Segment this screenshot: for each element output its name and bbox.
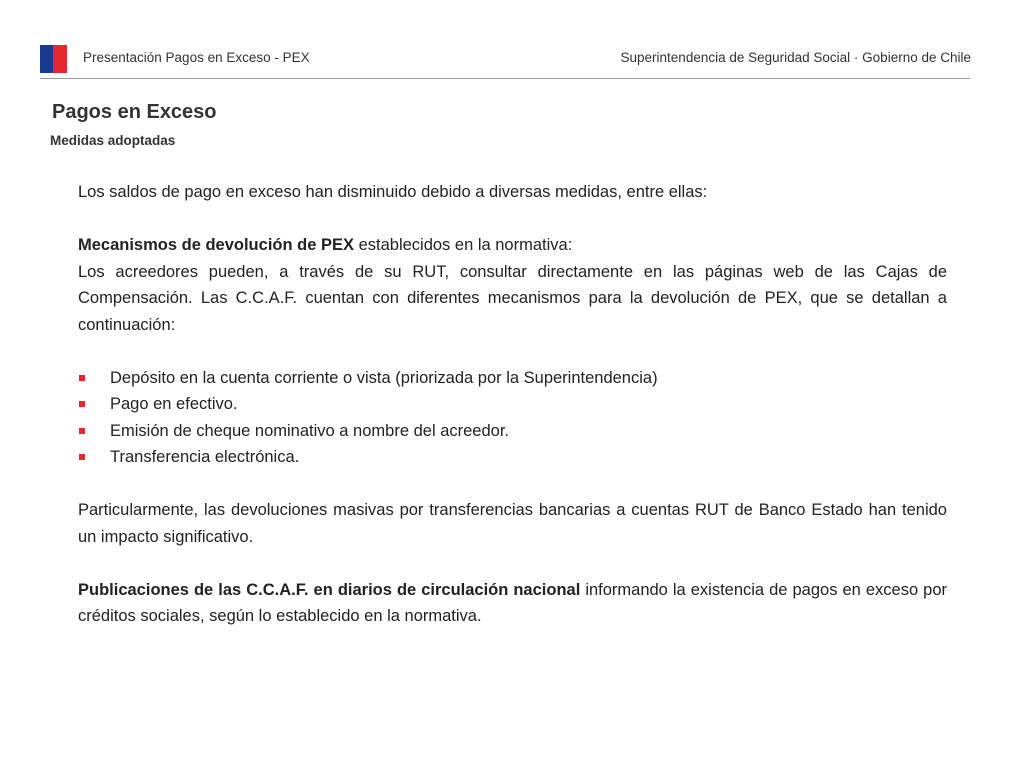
bullet-square-icon [79, 428, 85, 434]
header-divider [40, 78, 970, 79]
intro-paragraph: Los saldos de pago en exceso han disminuido debido a diversas medidas, entre ellas: [78, 183, 708, 201]
organization-name: Superintendencia de Seguridad Social · Gobierno de Chile [620, 50, 971, 65]
section1-bold: Mecanismos de devolución de PEX [78, 236, 354, 254]
slide-subtitle: Medidas adoptadas [50, 133, 176, 148]
section2-rest: informando la existencia de pagos en exceso por créditos sociales, según lo establecido en la normativa. [78, 580, 947, 625]
presentation-title: Presentación Pagos en Exceso - PEX [83, 50, 310, 65]
section2-bold: Publicaciones de las C.C.A.F. en diarios de circulación nacional [78, 580, 581, 599]
flag-red-stripe [53, 45, 67, 73]
mechanisms-list [78, 365, 947, 471]
list-item [78, 391, 947, 418]
section1-body: Los acreedores pueden, a través de su RUT, consultar directamente en las páginas web de las Cajas de Compensación. Las C.C.A.F. cuentan con diferentes mecanismos para la devolución de PEX, que se detallan a continuación: [78, 262, 947, 334]
bullet-square-icon [79, 454, 85, 460]
slide-content [78, 179, 947, 630]
section1-rest: establecidos en la normativa: [354, 236, 573, 254]
slide-title: Pagos en Exceso [52, 101, 217, 123]
bullet-square-icon [79, 375, 85, 381]
section1-heading [78, 232, 947, 259]
list-item-text: Emisión de cheque nominativo a nombre del acreedor. [110, 421, 509, 440]
list-item-text: Pago en efectivo. [110, 395, 238, 413]
list-item [78, 365, 947, 392]
chile-flag-logo [40, 45, 67, 73]
list-item [78, 444, 947, 471]
list-item [78, 418, 947, 445]
list-item-text: Transferencia electrónica. [110, 448, 300, 466]
list-item-text: Depósito en la cuenta corriente o vista (priorizada por la Superintendencia) [110, 368, 658, 387]
flag-blue-stripe [40, 45, 53, 73]
bullet-square-icon [79, 401, 85, 407]
impact-paragraph: Particularmente, las devoluciones masivas por transferencias bancarias a cuentas RUT de Banco Estado han tenido un impacto significativo. [78, 501, 947, 546]
publications-paragraph [78, 577, 947, 630]
